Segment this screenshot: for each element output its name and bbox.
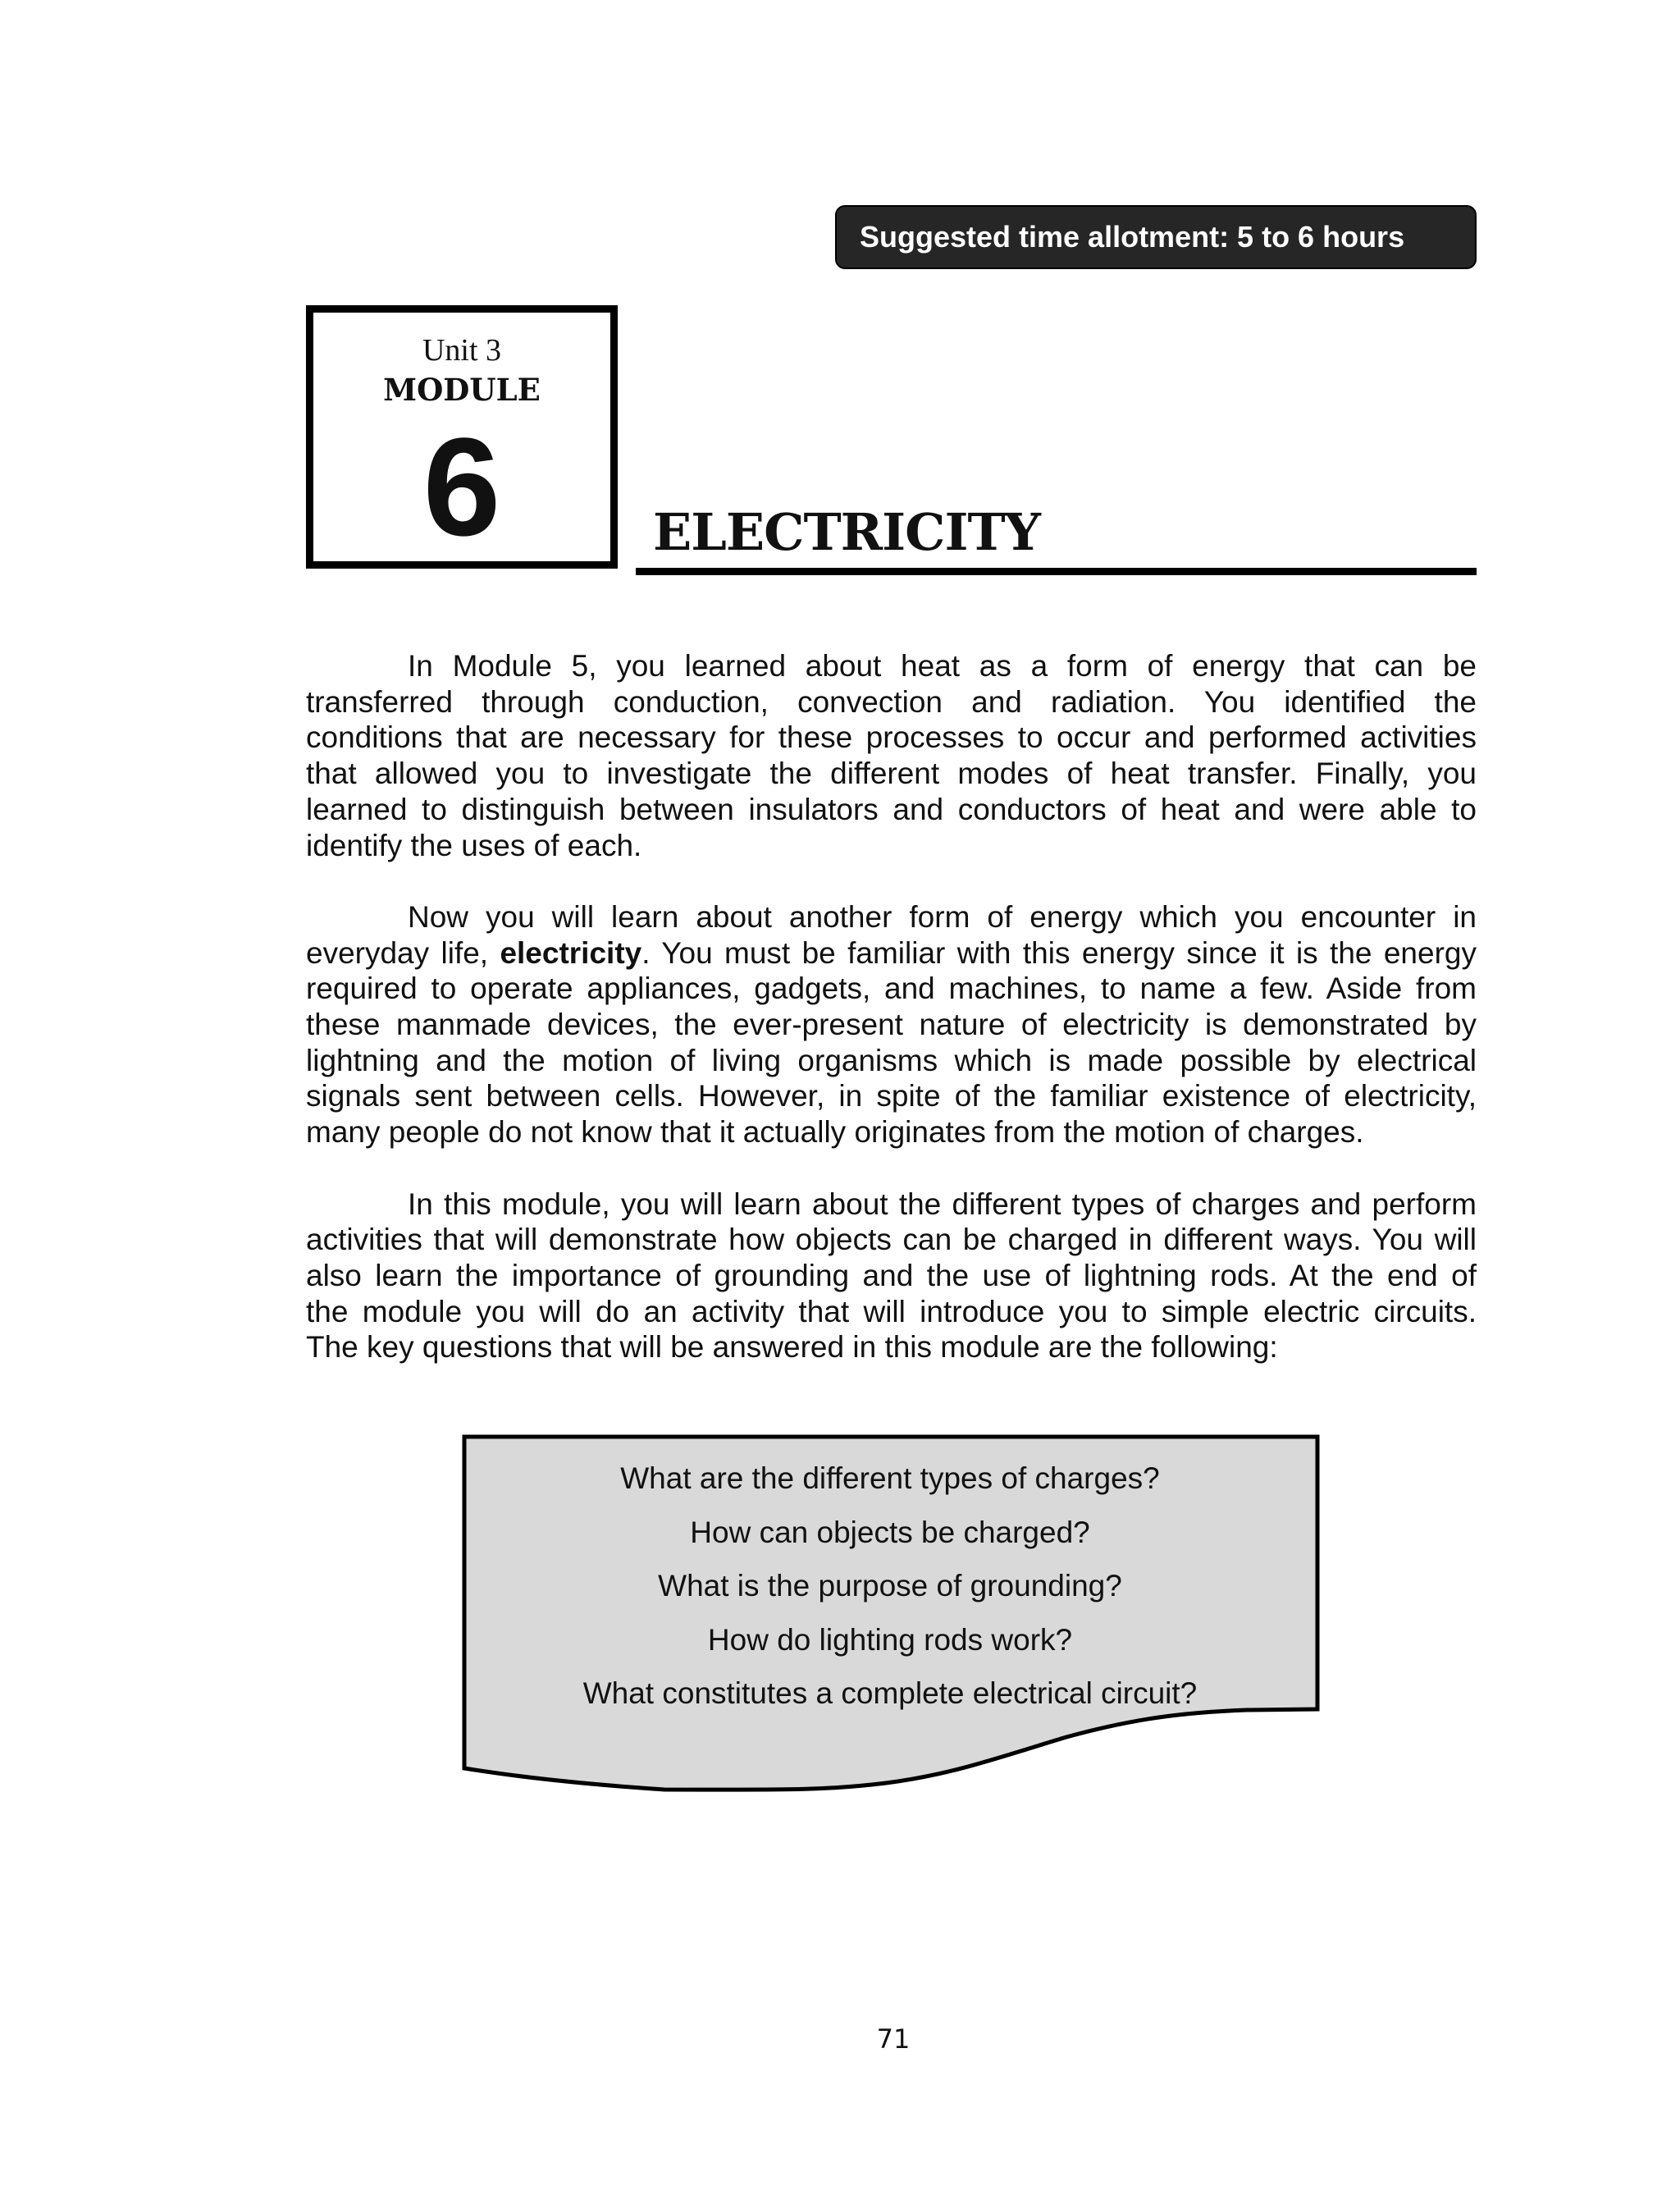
title-underline [636,568,1477,575]
text-line: identify the uses of each. [306,828,642,862]
text-line: many people do not know that it actually originates from the motion of charges. [306,1115,1364,1150]
text-line: In Module 5, you learned about heat as a form of energy that can be [408,649,1477,683]
text-segment: everyday life, [306,935,500,970]
question-item: How can objects be charged? [690,1515,1090,1549]
page-number: 71 [876,2023,911,2055]
keyword-electricity: electricity [500,935,642,970]
text-line: also learn the importance of grounding and the use of lightning rods. At the end of [306,1258,1477,1292]
text-line: learned to distinguish between insulators and conductors of heat and were able to [306,792,1477,826]
text-line: signals sent between cells. However, in spite of the familiar existence of electricity, [306,1079,1477,1113]
text-line: The key questions that will be answered in this module are the following: [306,1330,1278,1365]
paragraph-3 [306,1186,1477,1366]
body-text [306,648,1477,1365]
module-label: MODULE [383,372,541,408]
text-line: conditions that are necessary for these processes to occur and performed activities [306,720,1477,755]
question-item: What is the purpose of grounding? [658,1569,1122,1602]
question-list [459,1452,1321,1721]
page-title: ELECTRICITY [653,502,1040,562]
text-segment: . You must be familiar with this energy since it is the energy [641,935,1477,970]
text-line: In this module, you will learn about the different types of charges and perform [408,1186,1477,1221]
text-line: lightning and the motion of living organisms which is made possible by electrical [306,1043,1477,1077]
module-box [306,305,618,569]
text-line: the module you will do an activity that will introduce you to simple electric circuits. [306,1294,1477,1328]
unit-label: Unit 3 [422,333,502,368]
paragraph-1 [306,648,1477,863]
text-line: activities that will demonstrate how objects can be charged in different ways. You will [306,1223,1477,1257]
text-line: that allowed you to investigate the different modes of heat transfer. Finally, you [306,757,1477,791]
key-questions-box [459,1432,1329,1793]
text-line: required to operate appliances, gadgets, and machines, to name a few. Aside from [306,972,1477,1006]
text-line: these manmade devices, the ever-present nature of electricity is demonstrated by [306,1008,1477,1042]
question-item: How do lighting rods work? [707,1622,1073,1657]
module-number: 6 [422,409,501,565]
text-line: transferred through conduction, convection and radiation. You identified the [306,684,1477,719]
text-line [306,935,1477,972]
question-item: What are the different types of charges? [620,1461,1160,1495]
text-line: Now you will learn about another form of energy which you encounter in [408,899,1477,934]
paragraph-2 [306,899,1477,1150]
time-allotment-banner: Suggested time allotment: 5 to 6 hours [835,205,1477,269]
question-item: What constitutes a complete electrical circuit? [582,1676,1198,1710]
